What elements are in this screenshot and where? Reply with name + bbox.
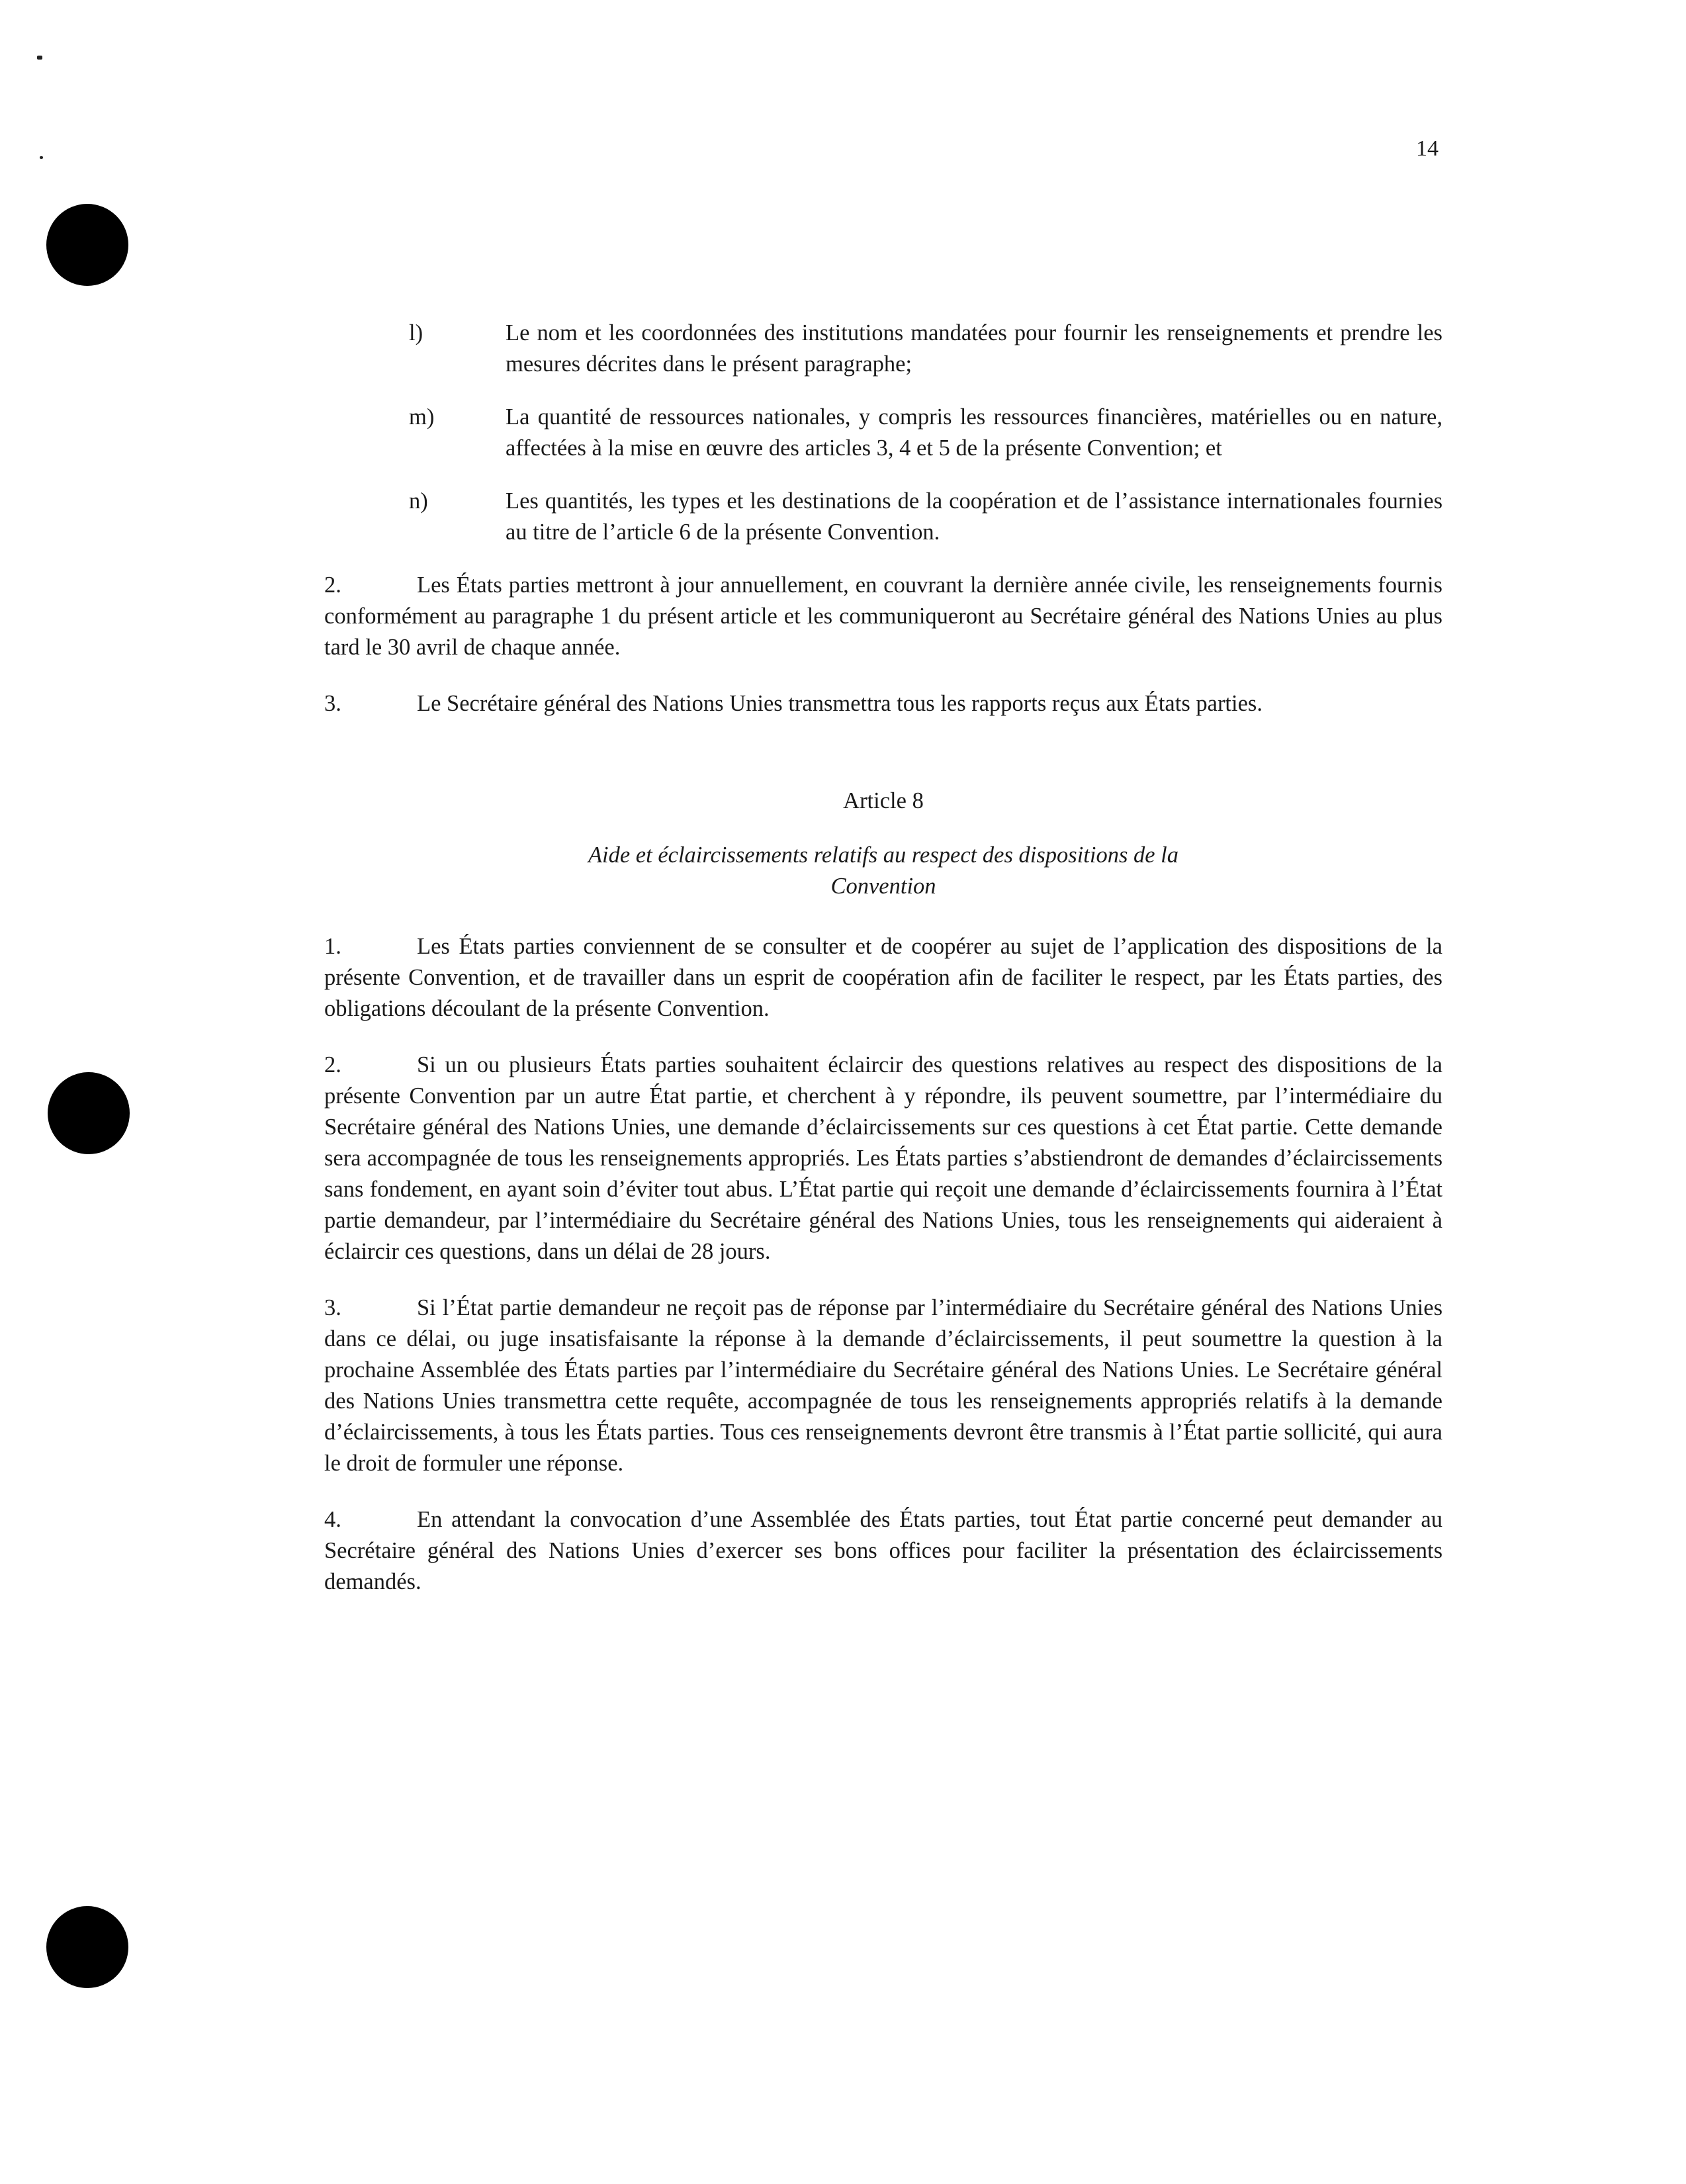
list-item: [324, 318, 1442, 380]
list-marker: n): [409, 488, 428, 514]
paragraph: [324, 688, 1442, 719]
paragraph-number: 3.: [324, 1295, 341, 1320]
punch-hole: [48, 1072, 130, 1154]
document-body: [324, 318, 1442, 1623]
list-marker: l): [409, 320, 423, 345]
page-number: 14: [1416, 136, 1439, 161]
paragraph-text: Les États parties mettront à jour annuellement, en couvrant la dernière année civile, les renseignements fournis conformément au paragraphe 1 du présent article et les communiqueront au Secrétaire général des Nations Unies au plus tard le 30 avril de chaque année.: [324, 572, 1442, 660]
list-item: [324, 402, 1442, 464]
list-item: [324, 486, 1442, 548]
paragraph-text: Si un ou plusieurs États parties souhaitent éclaircir des questions relatives au respect des dispositions de la présente Convention par un autre État partie, et cherchent à y répondre, ils peuvent soumettre, par l’intermédiaire du Secrétaire général des Nations Unies, une demande d’éclaircissements sur ces questions à cet État partie. Cette demande sera accompagnée de tous les renseignements appropriés. Les États parties s’abstiendront de demandes d’éclaircissements sans fondement, en ayant soin d’éviter tout abus. L’État partie qui reçoit une demande d’éclaircissements fournira à l’État partie demandeur, par l’intermédiaire du Secrétaire général des Nations Unies, tous les renseignements qui aideraient à éclaircir ces questions, dans un délai de 28 jours.: [324, 1052, 1442, 1264]
paragraph: [324, 1050, 1442, 1267]
punch-hole: [46, 204, 128, 286]
paragraph-text: Si l’État partie demandeur ne reçoit pas de réponse par l’intermédiaire du Secrétaire général des Nations Unies dans ce délai, ou juge insatisfaisante la réponse à la demande d’éclaircissements, il peut soumettre la question à la prochaine Assemblée des États parties par l’intermédiaire du Secrétaire général des Nations Unies. Le Secrétaire général des Nations Unies transmettra cette requête, accompagnée de tous les renseignements appropriés relatifs à la demande d’éclaircissements, à tous les États parties. Tous ces renseignements devront être transmis à l’État partie sollicité, qui aura le droit de formuler une réponse.: [324, 1295, 1442, 1476]
paragraph-text: Les États parties conviennent de se consulter et de coopérer au sujet de l’application des dispositions de la présente Convention, et de travailler dans un esprit de coopération afin de faciliter le respect, par les États parties, des obligations découlant de la présente Convention.: [324, 934, 1442, 1021]
paragraph-text: En attendant la convocation d’une Assemblée des États parties, tout État partie concerné peut demander au Secrétaire général des Nations Unies d’exercer ses bons offices pour faciliter la présentation des éclaircissements demandés.: [324, 1507, 1442, 1594]
scan-speck: [37, 56, 42, 60]
paragraph: [324, 931, 1442, 1024]
paragraph-number: 2.: [324, 572, 341, 598]
article-heading: Article 8: [843, 788, 924, 813]
article-subtitle: Aide et éclaircissements relatifs au respect des dispositions de la Convention: [588, 842, 1179, 899]
paragraph-number: 4.: [324, 1507, 341, 1532]
punch-hole: [46, 1906, 128, 1988]
list-item-text: La quantité de ressources nationales, y compris les ressources financières, matérielles ou en nature, affectées à la mise en œuvre des articles 3, 4 et 5 de la présente Convention; et: [506, 404, 1442, 461]
scan-speck: [40, 156, 43, 159]
paragraph-text: Le Secrétaire général des Nations Unies transmettra tous les rapports reçus aux États parties.: [417, 691, 1263, 716]
list-item-text: Le nom et les coordonnées des institutions mandatées pour fournir les renseignements et prendre les mesures décrites dans le présent paragraphe;: [506, 320, 1442, 377]
list-marker: m): [409, 404, 435, 430]
paragraph: [324, 1293, 1442, 1479]
paragraph-number: 3.: [324, 691, 341, 716]
paragraph: [324, 1504, 1442, 1598]
paragraph: [324, 570, 1442, 663]
paragraph-number: 1.: [324, 934, 341, 959]
list-item-text: Les quantités, les types et les destinations de la coopération et de l’assistance internationales fournies au titre de l’article 6 de la présente Convention.: [506, 488, 1442, 545]
paragraph-number: 2.: [324, 1052, 341, 1077]
